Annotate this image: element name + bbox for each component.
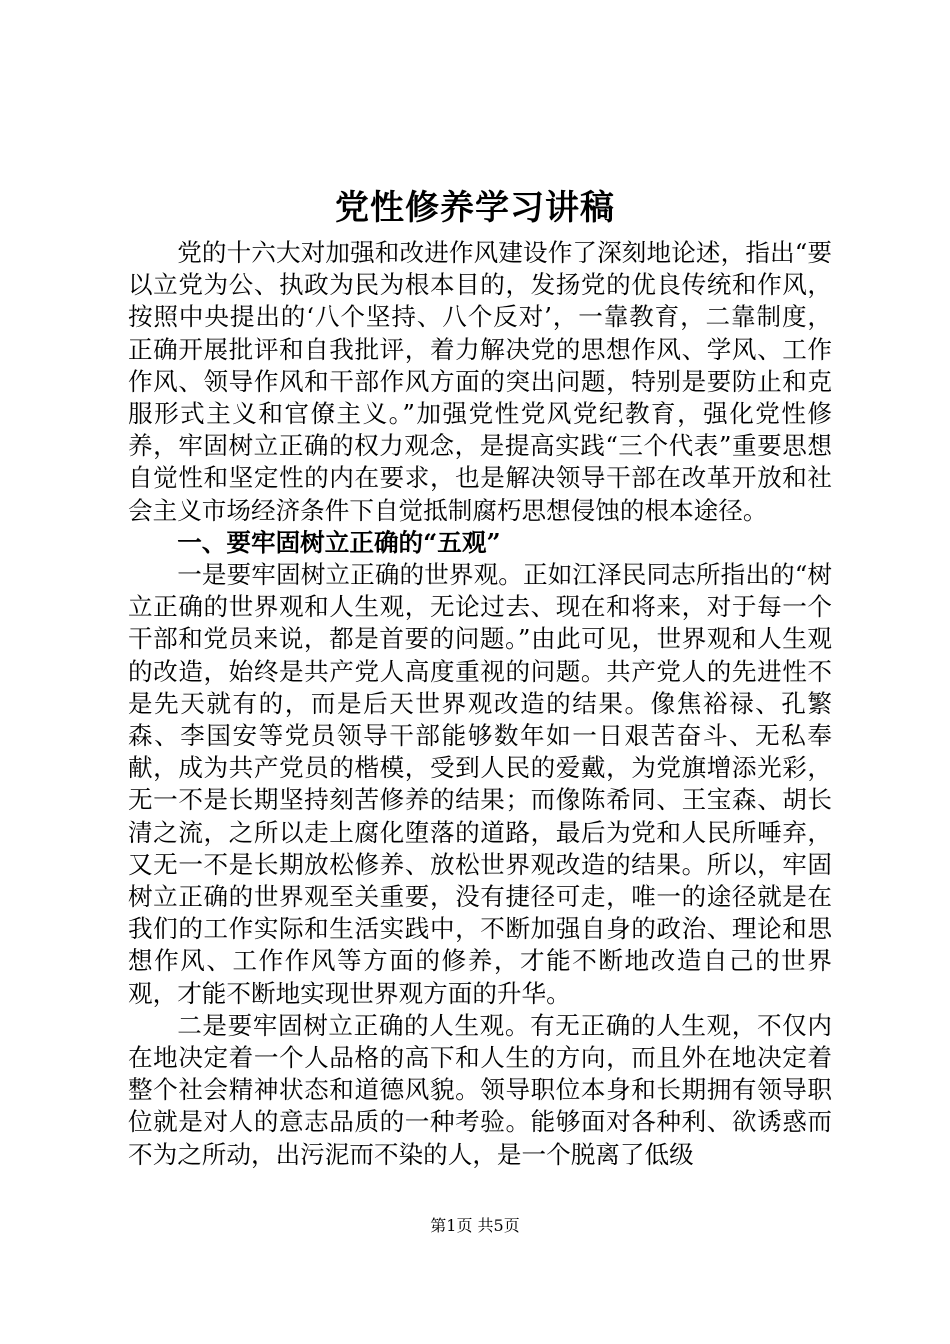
document-body	[128, 237, 832, 1171]
intro-paragraph: 党的十六大对加强和改进作风建设作了深刻地论述，指出“要以立党为公、执政为民为根本目的，发扬党的优良传统和作风，按照中央提出的‘八个坚持、八个反对’，一靠教育，二靠制度，正确开展批评和自我批评，着力解决党的思想作风、学风、工作作风、领导作风和干部作风方面的突出问题，特别是要防止和克服形式主义和官僚主义。”加强党性党风党纪教育，强化党性修养，牢固树立正确的权力观念，是提高实践“三个代表”重要思想自觉性和坚定性的内在要求，也是解决领导干部在改革开放和社会主义市场经济条件下自觉抵制腐朽思想侵蚀的根本途径。	[128, 238, 832, 525]
page-footer: 第1页 共5页	[430, 1216, 520, 1235]
paragraph-worldview: 一是要牢固树立正确的世界观。正如江泽民同志所指出的“树立正确的世界观和人生观，无论过去、现在和将来，对于每一个干部和党员来说，都是首要的问题。”由此可见，世界观和人生观的改造，始终是共产党人高度重视的问题。共产党人的先进性不是先天就有的，而是后天世界观改造的结果。像焦裕禄、孔繁森、李国安等党员领导干部能够数年如一日艰苦奋斗、无私奉献，成为共产党员的楷模，受到人民的爱戴，为党旗增添光彩，无一不是长期坚持刻苦修养的结果；而像陈希同、王宝森、胡长清之流，之所以走上腐化堕落的道路，最后为党和人民所唾弃，又无一不是长期放松修养、放松世界观改造的结果。所以，牢固树立正确的世界观至关重要，没有捷径可走，唯一的途径就是在我们的工作实际和生活实践中，不断加强自身的政治、理论和思想作风、工作作风等方面的修养，才能不断地改造自己的世界观，才能不断地实现世界观方面的升华。	[128, 560, 832, 1008]
paragraph-outlook-on-life: 二是要牢固树立正确的人生观。有无正确的人生观，不仅内在地决定着一个人品格的高下和人生的方向，而且外在地决定着整个社会精神状态和道德风貌。领导职位本身和长期拥有领导职位就是对人的意志品质的一种考验。能够面对各种利、欲诱惑而不为之所动，出污泥而不染的人，是一个脱离了低级	[128, 1010, 832, 1169]
section-heading: 一、要牢固树立正确的“五观”	[177, 527, 501, 557]
document-title: 党性修养学习讲稿	[335, 188, 615, 228]
